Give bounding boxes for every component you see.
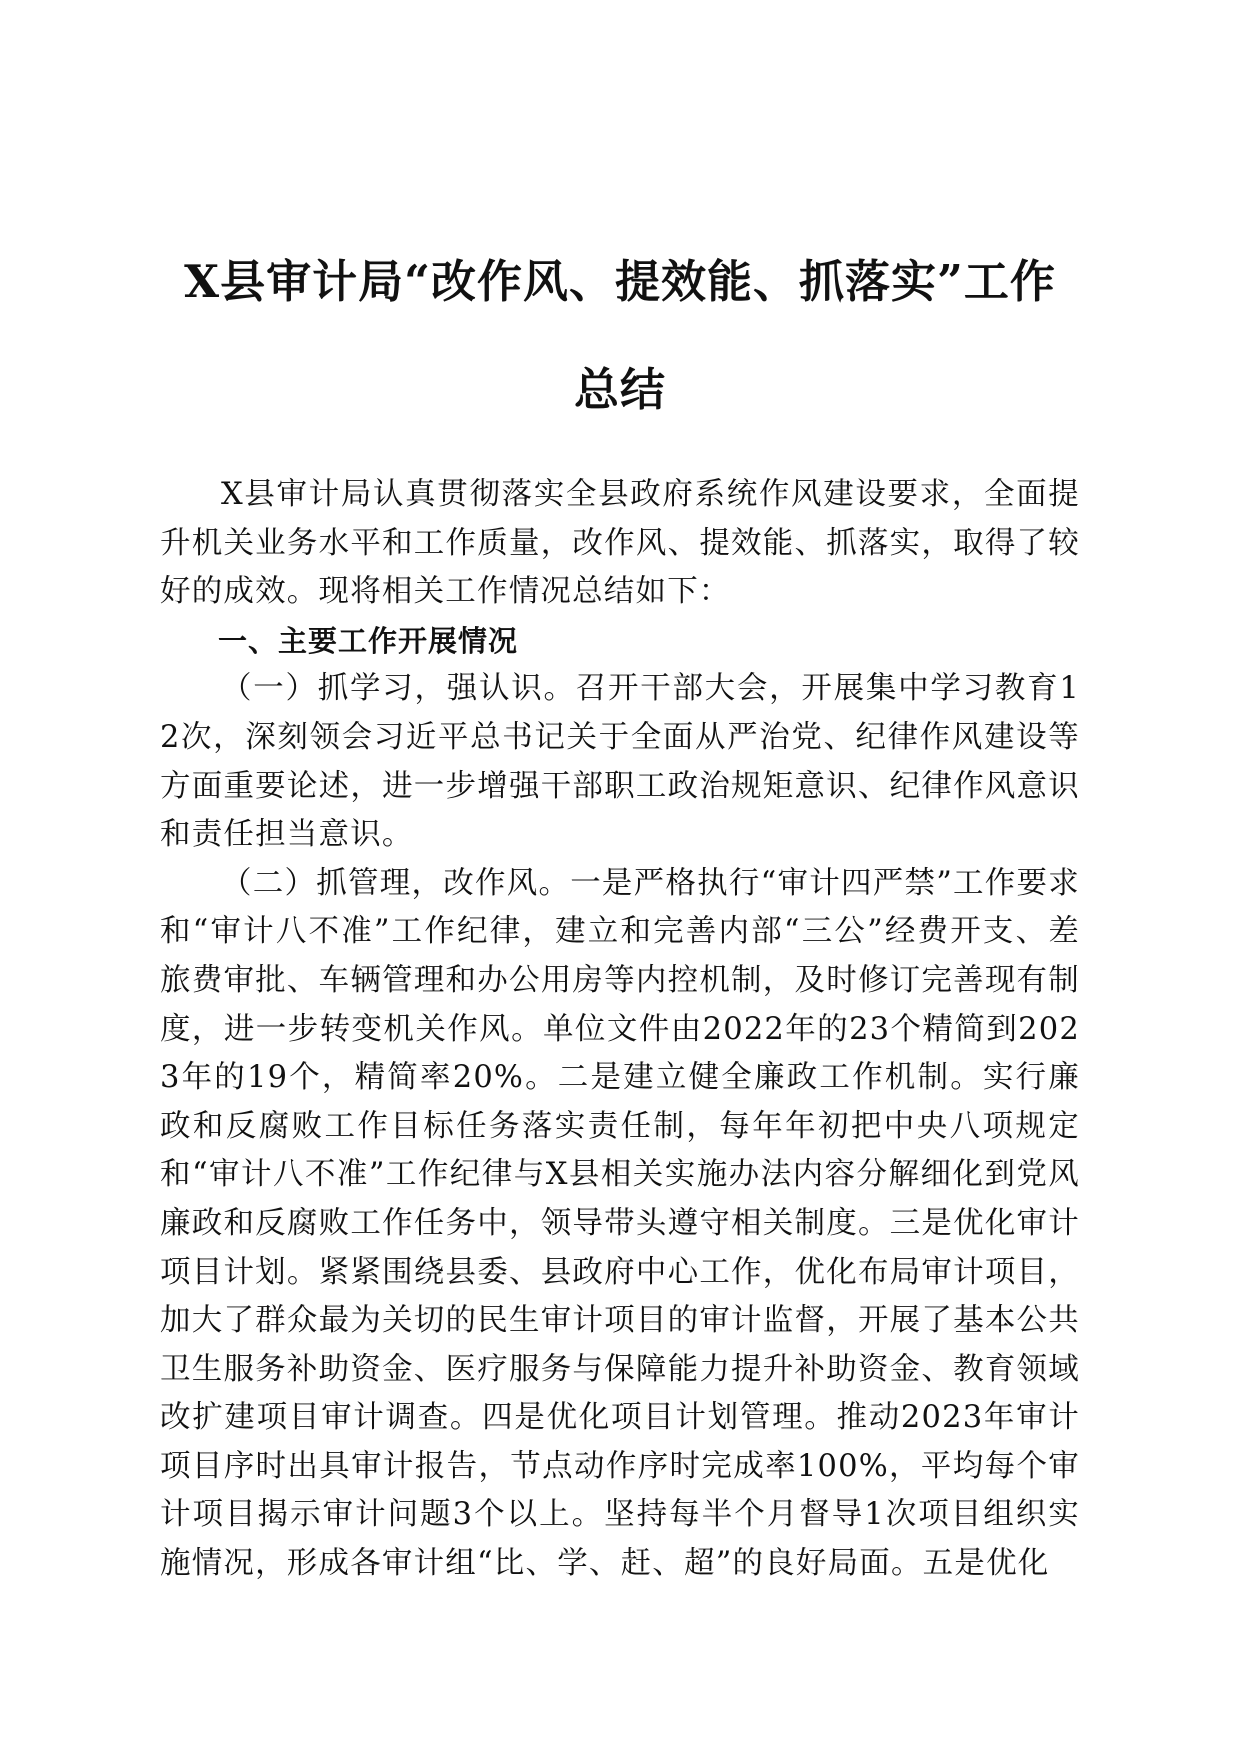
intro-paragraph: X县审计局认真贯彻落实全县政府系统作风建设要求，全面提升机关业务水平和工作质量，改作风、提效能、抓落实，取得了较好的成效。现将相关工作情况总结如下： (160, 477, 1080, 610)
title-line-2: 总结 (573, 363, 666, 416)
document-title (150, 228, 1090, 444)
paragraph-1: （一）抓学习，强认识。召开干部大会，开展集中学习教育12次，深刻领会习近平总书记关于全面从严治党、纪律作风建设等方面重要论述，进一步增强干部职工政治规矩意识、纪律作风意识和责任担当意识。 (160, 671, 1080, 853)
document-body (160, 471, 1080, 1589)
paragraph-2: （二）抓管理，改作风。一是严格执行“审计四严禁”工作要求和“审计八不准”工作纪律，建立和完善内部“三公”经费开支、差旅费审批、车辆管理和办公用房等内控机制，及时修订完善现有制度，进一步转变机关作风。单位文件由2022年的23个精简到2023年的19个，精简率20%。二是建立健全廉政工作机制。实行廉政和反腐败工作目标任务落实责任制，每年年初把中央八项规定和“审计八不准”工作纪律与X县相关实施办法内容分解细化到党风廉政和反腐败工作任务中，领导带头遵守相关制度。三是优化审计项目计划。紧紧围绕县委、县政府中心工作，优化布局审计项目，加大了群众最为关切的民生审计项目的审计监督，开展了基本公共卫生服务补助资金、医疗服务与保障能力提升补助资金、教育领域改扩建项目审计调查。四是优化项目计划管理。推动2023年审计项目序时出具审计报告，节点动作序时完成率100%，平均每个审计项目揭示审计问题3个以上。坚持每半个月督导1次项目组织实施情况，形成各审计组“比、学、赶、超”的良好局面。五是优化 (160, 865, 1080, 1582)
section-heading-1: 一、主要工作开展情况 (218, 623, 519, 658)
title-line-1: X县审计局“改作风、提效能、抓落实”工作 (184, 255, 1056, 308)
